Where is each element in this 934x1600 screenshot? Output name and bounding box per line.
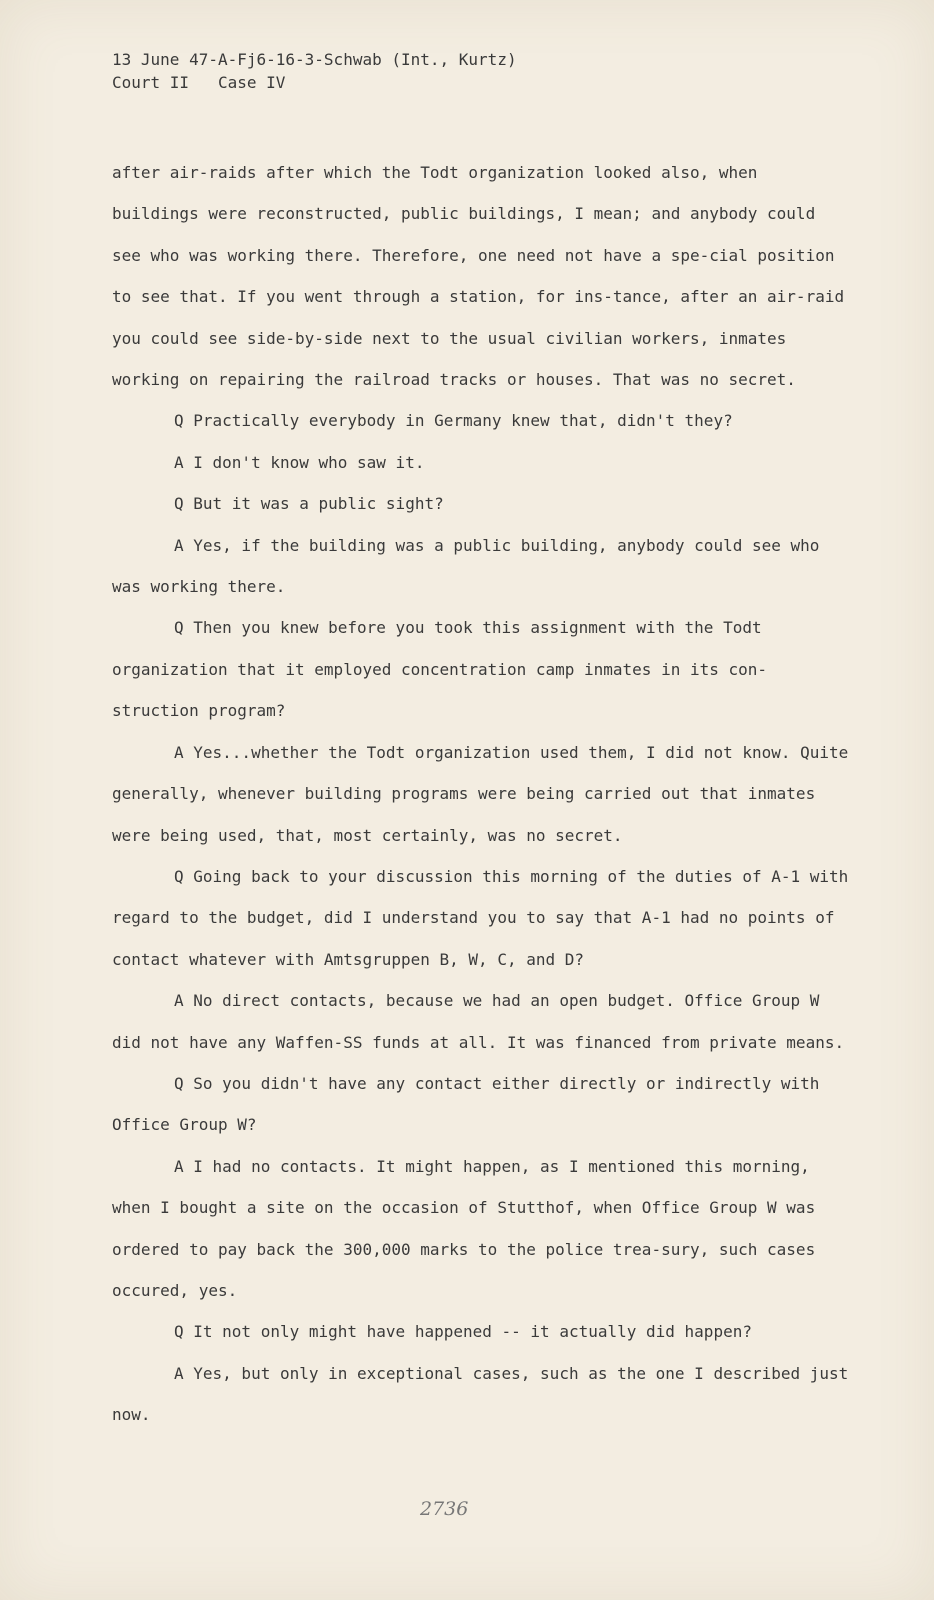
answer-paragraph: A Yes, but only in exceptional cases, such as the one I described just now. — [112, 1363, 849, 1425]
header-case-reference: 13 June 47-A-Fj6-16-3-Schwab (Int., Kurtz) — [112, 50, 517, 69]
question-paragraph: Q Practically everybody in Germany knew that, didn't they? — [174, 411, 733, 431]
question-paragraph: Q It not only might have happened -- it actually did happen? — [174, 1322, 752, 1342]
question-paragraph: Q So you didn't have any contact either directly or indirectly with Office Group W? — [112, 1073, 820, 1135]
question-paragraph: Q Then you knew before you took this assignment with the Todt organization that it employed concentration camp inmates in its con-struction program? — [112, 618, 768, 721]
document-header — [112, 48, 517, 94]
question-paragraph: Q Going back to your discussion this morning of the duties of A-1 with regard to the budget, did I understand you to say that A-1 had no points of contact whatever with Amtsgruppen B, W, C, and D? — [112, 866, 849, 969]
paragraph: after air-raids after which the Todt organization looked also, when buildings were reconstructed, public buildings, I mean; and anybody could see who was working there. Therefore, one need not have a spe-cial position to see that. If you went through a station, for ins-tance, after an air-raid you could see side-by-side next to the usual civilian workers, inmates working on repairing the railroad tracks or houses. That was no secret. — [112, 163, 845, 390]
question-paragraph: Q But it was a public sight? — [174, 494, 444, 514]
answer-paragraph: A Yes...whether the Todt organization used them, I did not know. Quite generally, whenever building programs were being carried out that inmates were being used, that, most certainly, was no secret. — [112, 742, 849, 845]
header-court-case: Court II Case IV — [112, 73, 286, 92]
answer-paragraph: A I had no contacts. It might happen, as I mentioned this morning, when I bought a site on the occasion of Stutthof, when Office Group W was ordered to pay back the 300,000 marks to the police trea-sury, such cases occured, yes. — [112, 1156, 816, 1300]
answer-paragraph: A Yes, if the building was a public building, anybody could see who was working there. — [112, 535, 820, 597]
answer-paragraph: A No direct contacts, because we had an open budget. Office Group W did not have any Waffen-SS funds at all. It was financed from private means. — [112, 991, 845, 1052]
answer-paragraph: A I don't know who saw it. — [174, 452, 425, 472]
page-number: 2736 — [420, 1498, 469, 1520]
transcript-body — [112, 152, 852, 1436]
